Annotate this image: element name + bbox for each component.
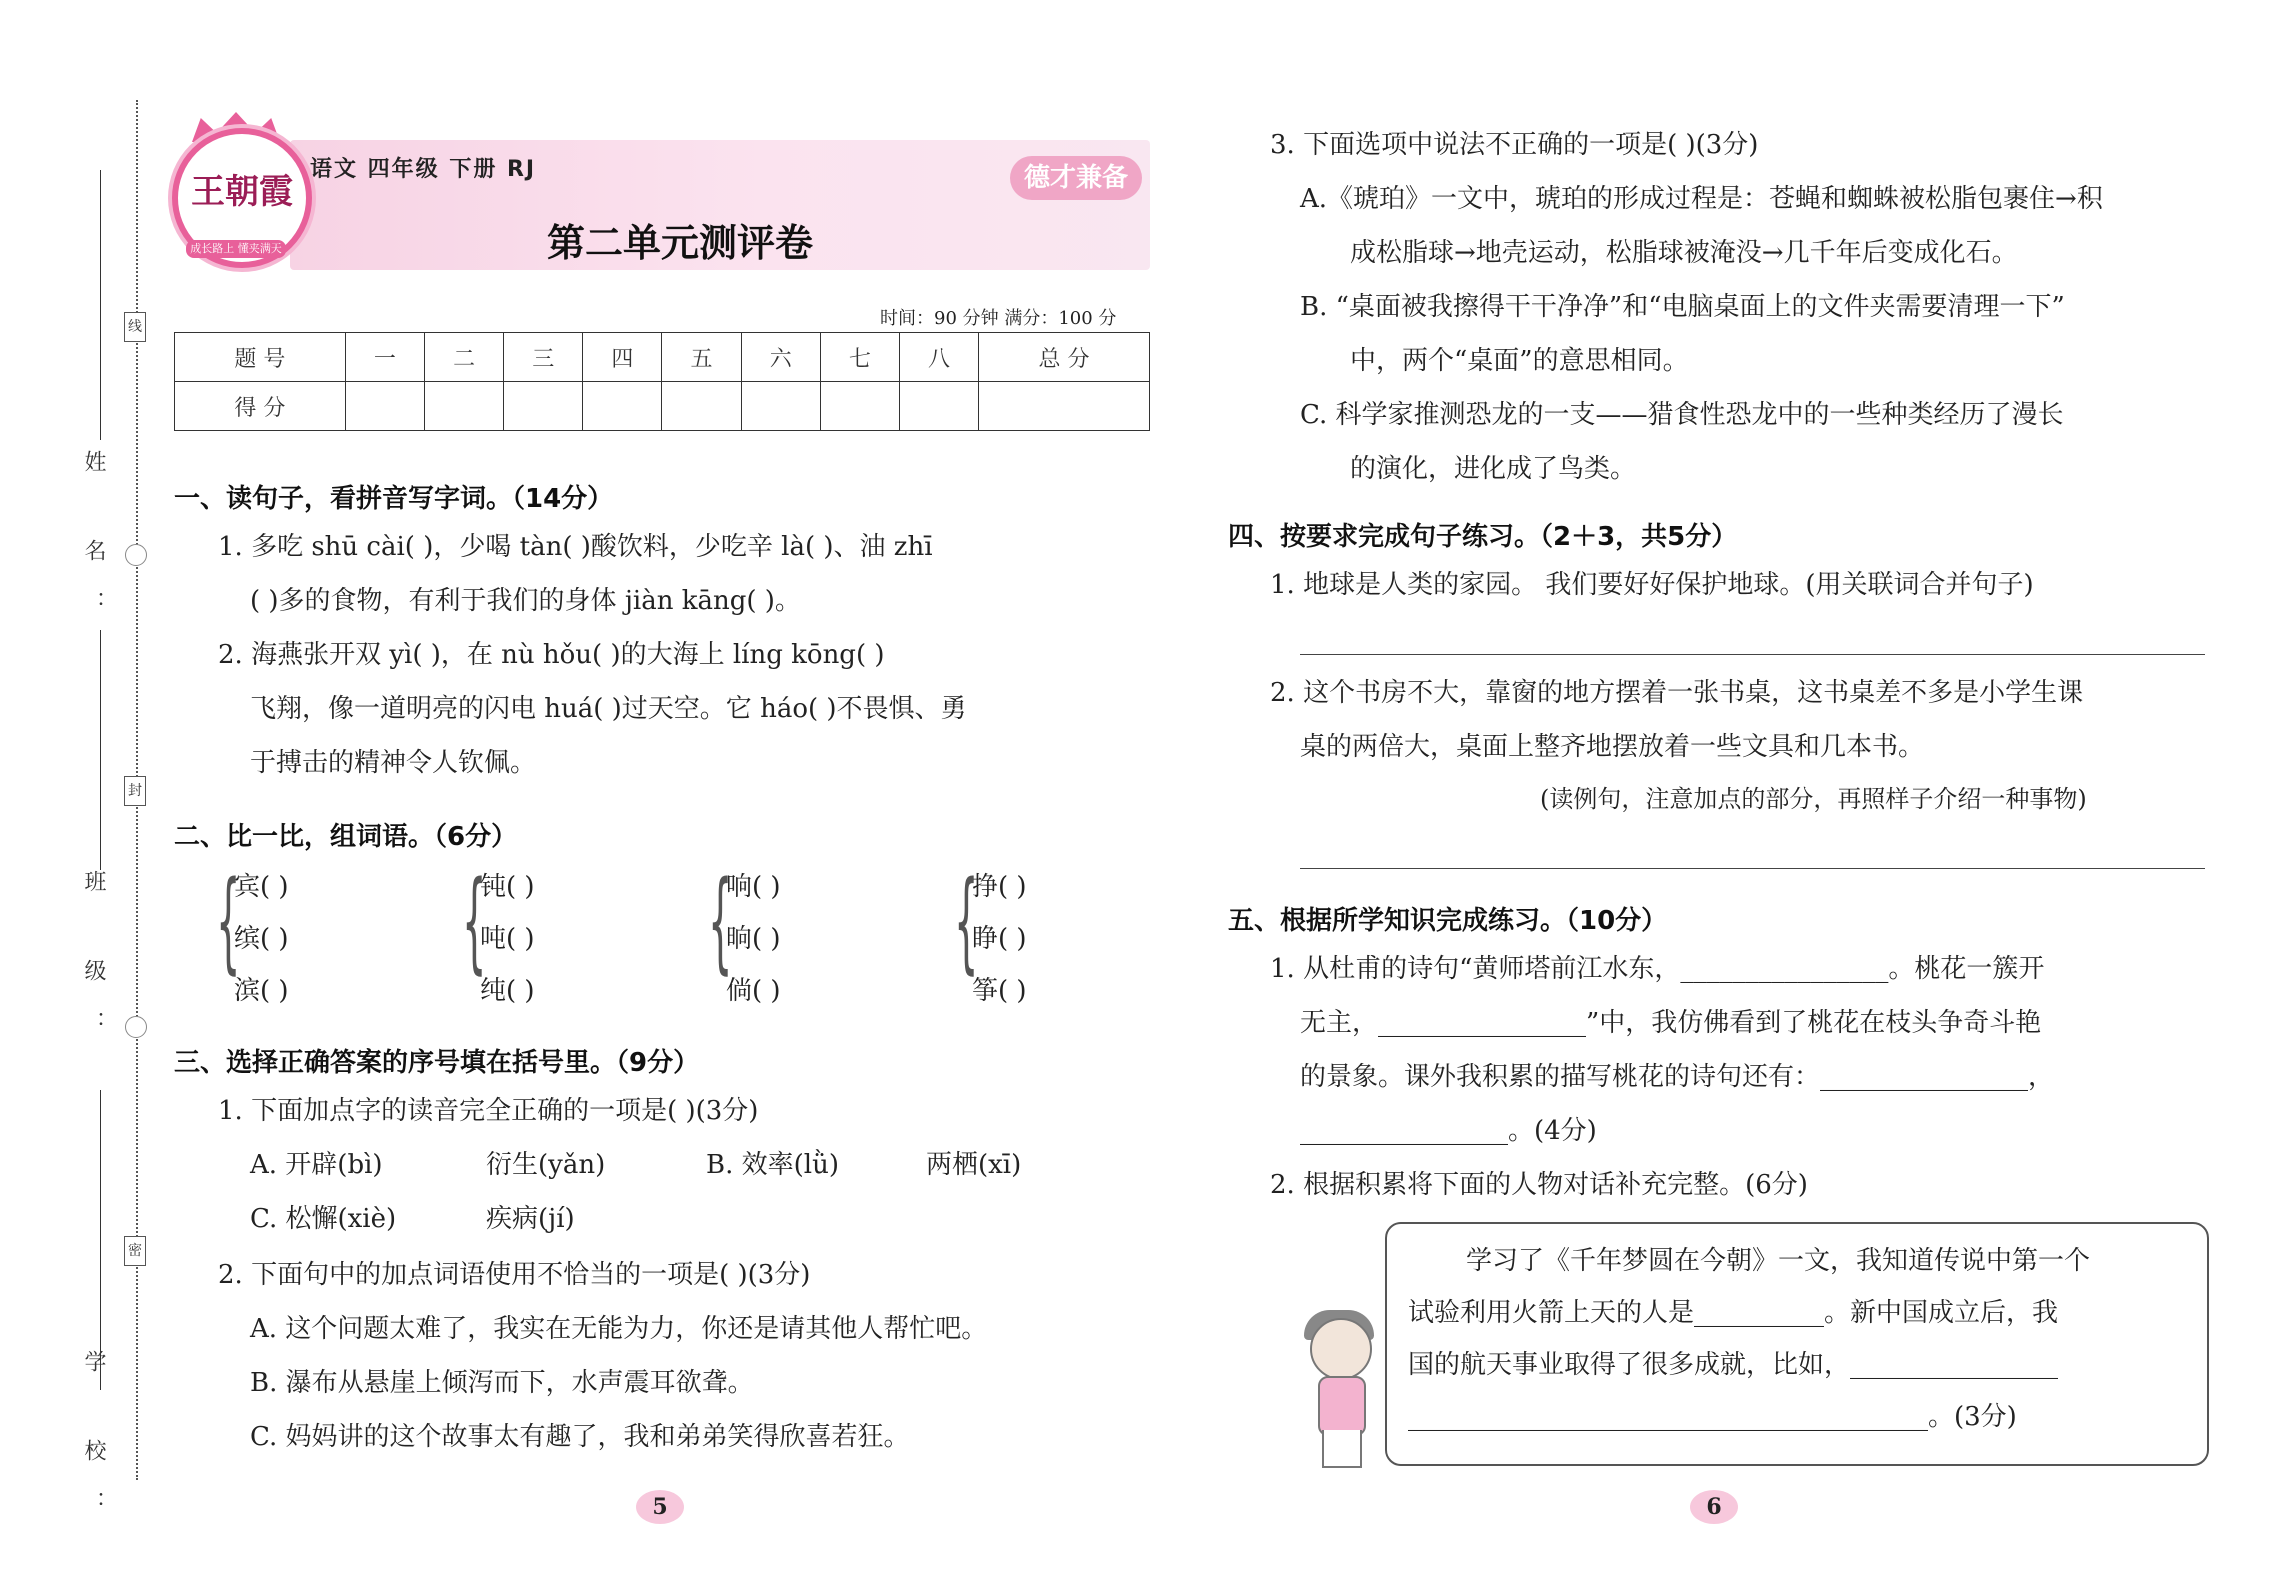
kid-legs-icon [1322, 1430, 1362, 1468]
binding-hole-icon [125, 1016, 147, 1038]
score-cell[interactable] [504, 382, 583, 431]
s5-q2: 2. 根据积累将下面的人物对话补充完整。(6分) [1270, 1170, 1808, 1200]
group-item: 睁( ) [972, 924, 1027, 954]
score-table-score-row [175, 382, 1150, 431]
score-cell[interactable] [425, 382, 504, 431]
table-cell: 三 [504, 333, 583, 382]
s4-q2-note: (读例句，注意加点的部分，再照样子介绍一种事物) [1540, 785, 2087, 813]
s5-q1-line2: 无主，________________”中，我仿佛看到了桃花在枝头争奇斗艳 [1300, 1008, 2042, 1038]
s3-q1-option: 疾病(jí) [486, 1204, 575, 1234]
table-cell: 题 号 [175, 333, 346, 382]
score-table-header-row [175, 333, 1150, 382]
name-label: 姓 名： [81, 450, 106, 643]
s4-q1: 1. 地球是人类的家园。 我们要好好保护地球。(用关联词合并句子) [1270, 570, 2034, 600]
table-cell: 五 [662, 333, 741, 382]
s1-q1-line2: ( )多的食物，有利于我们的身体 jiàn kāng( )。 [250, 586, 801, 616]
name-fill-line [100, 170, 101, 440]
s3-q1-option: 两栖(xī) [926, 1150, 1022, 1180]
table-cell: 二 [425, 333, 504, 382]
page-number-left: 5 [636, 1490, 684, 1524]
s5-q1-line3: 的景象。课外我积累的描写桃花的诗句还有：________________， [1300, 1062, 2055, 1092]
s5-q1-line4: ________________。(4分) [1300, 1116, 1597, 1146]
s1-q2-line2: 飞翔，像一道明亮的闪电 huá( )过天空。它 háo( )不畏惧、勇 [250, 694, 967, 724]
section-5-title: 五、根据所学知识完成练习。（10分） [1228, 906, 1668, 936]
s3-q3-option-c: C. 科学家推测恐龙的一支——猎食性恐龙中的一些种类经历了漫长 [1300, 400, 2064, 430]
score-cell[interactable] [820, 382, 899, 431]
group-item: 宾( ) [234, 872, 289, 902]
s1-q1-line1: 1. 多吃 shū cài( )，少喝 tàn( )酸饮料，少吃辛 là( )、油 zhī [218, 532, 933, 562]
score-table [174, 332, 1150, 431]
brace-icon: { [954, 857, 979, 985]
kid-body-icon [1318, 1376, 1366, 1436]
page-title: 第二单元测评卷 [546, 221, 813, 265]
group-item: 钝( ) [480, 872, 535, 902]
page-number-right: 6 [1690, 1490, 1738, 1524]
group-item: 筝( ) [972, 976, 1027, 1006]
bubble-line4: ________________________________________。(3分) [1408, 1402, 2017, 1432]
score-cell[interactable] [741, 382, 820, 431]
course-meta: 语文 四年级 下册 RJ [310, 157, 537, 182]
s3-q3-option-c-cont: 的演化，进化成了鸟类。 [1350, 454, 1637, 484]
s4-q2-line2: 桌的两倍大，桌面上整齐地摆放着一些文具和几本书。 [1300, 732, 1925, 762]
section-4-title: 四、按要求完成句子练习。（2＋3，共5分） [1228, 522, 1738, 552]
table-cell: 八 [899, 333, 978, 382]
school-label: 学 校： [81, 1350, 106, 1543]
s3-q1-option: C. 松懈(xiè) [250, 1204, 397, 1234]
answer-line[interactable] [1300, 868, 2205, 869]
class-label: 班 级： [81, 870, 106, 1063]
s3-q1-option: B. 效率(lǜ) [706, 1150, 839, 1180]
s3-q2-option-a: A. 这个问题太难了，我实在无能为力，你还是请其他人帮忙吧。 [250, 1314, 988, 1344]
badge: 德才兼备 [1010, 156, 1142, 200]
s1-q2-line3: 于搏击的精神令人钦佩。 [250, 748, 537, 778]
s3-q3-option-a: A.《琥珀》一文中，琥珀的形成过程是：苍蝇和蜘蛛被松脂包裹住→积 [1300, 184, 2103, 214]
logo-subtitle: 成长路上 懂夹满天 [186, 240, 286, 258]
table-cell: 四 [583, 333, 662, 382]
score-cell[interactable] [979, 382, 1150, 431]
bubble-line1: 学习了《千年梦圆在今朝》一文，我知道传说中第一个 [1466, 1246, 2091, 1276]
table-cell: 六 [741, 333, 820, 382]
answer-line[interactable] [1300, 654, 2205, 655]
table-cell: 总 分 [979, 333, 1150, 382]
seal-mark-line: 线 [124, 312, 146, 342]
brace-icon: { [462, 857, 487, 985]
kid-illustration-icon [1310, 1318, 1372, 1380]
group-item: 响( ) [726, 872, 781, 902]
group-item: 倘( ) [726, 976, 781, 1006]
s3-q1: 1. 下面加点字的读音完全正确的一项是( )(3分) [218, 1096, 759, 1126]
s3-q1-option: 衍生(yǎn) [486, 1150, 606, 1180]
logo-text: 王朝霞 [191, 172, 293, 212]
group-item: 纯( ) [480, 976, 535, 1006]
score-cell[interactable] [662, 382, 741, 431]
section-2-title: 二、比一比，组词语。（6分） [174, 822, 518, 852]
section-1-title: 一、读句子，看拼音写字词。（14分） [174, 484, 614, 514]
s3-q2: 2. 下面句中的加点词语使用不恰当的一项是( )(3分) [218, 1260, 811, 1290]
s1-q2-line1: 2. 海燕张开双 yì( )，在 nù hǒu( )的大海上 líng kōng( ) [218, 640, 885, 670]
s3-q2-option-b: B. 瀑布从悬崖上倾泻而下，水声震耳欲聋。 [250, 1368, 754, 1398]
group-item: 缤( ) [234, 924, 289, 954]
school-fill-line [100, 1090, 101, 1390]
score-cell[interactable] [583, 382, 662, 431]
binding-hole-icon [125, 544, 147, 566]
brace-icon: { [708, 857, 733, 985]
seal-mark-mi: 密 [124, 1236, 146, 1266]
score-cell[interactable] [899, 382, 978, 431]
table-cell: 一 [345, 333, 424, 382]
time-info: 时间：90 分钟 满分：100 分 [880, 308, 1117, 329]
class-fill-line [100, 630, 101, 870]
s3-q3-option-b: B. “桌面被我擦得干干净净”和“电脑桌面上的文件夹需要清理一下” [1300, 292, 2065, 322]
score-cell[interactable] [345, 382, 424, 431]
s3-q3-option-a-cont: 成松脂球→地壳运动，松脂球被淹没→几千年后变成化石。 [1350, 238, 2018, 268]
group-item: 滨( ) [234, 976, 289, 1006]
bubble-line3: 国的航天事业取得了很多成就，比如，________________ [1408, 1350, 2059, 1380]
table-cell: 得 分 [175, 382, 346, 431]
bubble-line2: 试验利用火箭上天的人是__________。新中国成立后，我 [1408, 1298, 2059, 1328]
brace-icon: { [216, 857, 241, 985]
group-item: 晌( ) [726, 924, 781, 954]
section-3-title: 三、选择正确答案的序号填在括号里。（9分） [174, 1048, 700, 1078]
s5-q1-line1: 1. 从杜甫的诗句“黄师塔前江水东，________________。桃花一簇开 [1270, 954, 2045, 984]
group-item: 吨( ) [480, 924, 535, 954]
group-item: 挣( ) [972, 872, 1027, 902]
table-cell: 七 [820, 333, 899, 382]
s4-q2-line1: 2. 这个书房不大，靠窗的地方摆着一张书桌，这书桌差不多是小学生课 [1270, 678, 2084, 708]
s3-q2-option-c: C. 妈妈讲的这个故事太有趣了，我和弟弟笑得欣喜若狂。 [250, 1422, 910, 1452]
s3-q3-option-b-cont: 中，两个“桌面”的意思相同。 [1350, 346, 1689, 376]
s3-q3: 3. 下面选项中说法不正确的一项是( )(3分) [1270, 130, 1759, 160]
seal-mark-feng: 封 [124, 776, 146, 806]
s3-q1-option: A. 开辟(bì) [250, 1150, 383, 1180]
